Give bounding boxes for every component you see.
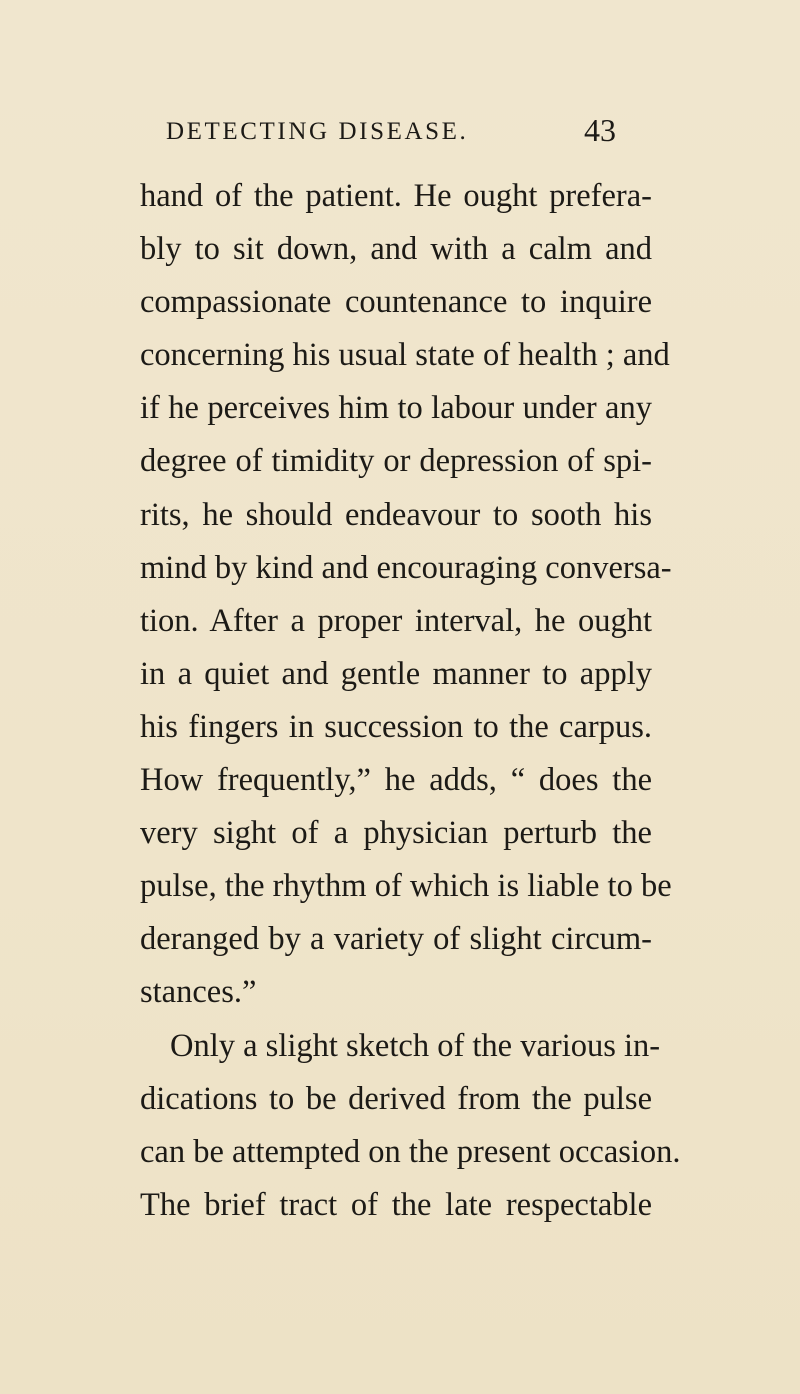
text-line: tion. After a proper interval, he ought bbox=[140, 602, 652, 639]
text-line: degree of timidity or depression of spi- bbox=[140, 443, 652, 480]
text-line: mind by kind and encouraging conversa- bbox=[140, 549, 672, 586]
text-line: concerning his usual state of health ; and bbox=[140, 337, 670, 374]
text-line: rits, he should endeavour to sooth his bbox=[140, 496, 652, 533]
text-line: very sight of a physician perturb the bbox=[140, 815, 652, 852]
body-text bbox=[140, 170, 681, 1232]
text-line: can be attempted on the present occasion. bbox=[140, 1133, 681, 1170]
text-line: stances.” bbox=[140, 974, 257, 1011]
text-line: hand of the patient. He ought prefera- bbox=[140, 178, 652, 214]
page-number: 43 bbox=[584, 112, 616, 148]
text-line: deranged by a variety of slight circum- bbox=[140, 921, 652, 958]
running-title: DETECTING DISEASE. bbox=[166, 118, 469, 145]
text-line: pulse, the rhythm of which is liable to be bbox=[140, 868, 672, 905]
text-line: bly to sit down, and with a calm and bbox=[140, 231, 652, 268]
text-line: compassionate countenance to inquire bbox=[140, 284, 652, 321]
text-line: The brief tract of the late respectable bbox=[140, 1186, 652, 1223]
text-line: if he perceives him to labour under any bbox=[140, 390, 652, 427]
page-header bbox=[0, 112, 800, 152]
text-line: in a quiet and gentle manner to apply bbox=[140, 655, 652, 692]
text-line: How frequently,” he adds, “ does the bbox=[140, 762, 652, 799]
text-line: Only a slight sketch of the various in- bbox=[170, 1027, 661, 1064]
text-line: dications to be derived from the pulse bbox=[140, 1080, 652, 1117]
text-line: his fingers in succession to the carpus. bbox=[140, 708, 652, 745]
